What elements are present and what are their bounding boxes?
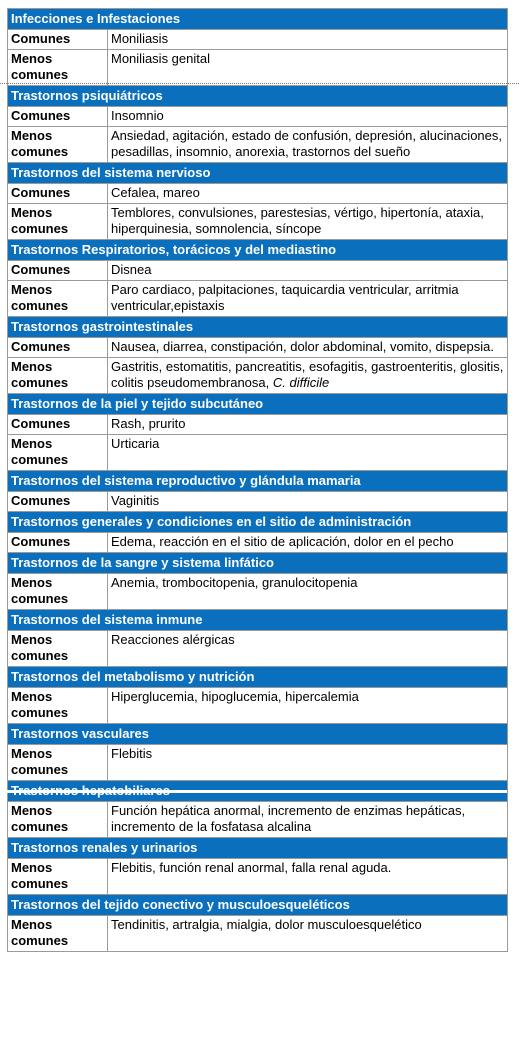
frequency-label: Comunes (8, 184, 108, 204)
effects-cell (108, 30, 508, 50)
table-row (8, 30, 508, 50)
table-row (8, 204, 508, 240)
section-header-row (8, 240, 508, 261)
effects-cell (108, 358, 508, 394)
table-row (8, 859, 508, 895)
effects-cell (108, 281, 508, 317)
section-title: Infecciones e Infestaciones (8, 9, 508, 30)
section-title: Trastornos del tejido conectivo y musculoesqueléticos (8, 895, 508, 916)
section-header-row (8, 471, 508, 492)
section-title: Trastornos del sistema inmune (8, 610, 508, 631)
table-row (8, 574, 508, 610)
frequency-label: Comunes (8, 533, 108, 553)
effects-text: Función hepática anormal, incremento de enzimas hepáticas, incremento de la fosfatasa alcalina (111, 803, 466, 834)
frequency-label: Comunes (8, 492, 108, 512)
table-row (8, 745, 508, 781)
frequency-label: Comunes (8, 261, 108, 281)
effects-text: Insomnio (111, 108, 164, 123)
frequency-label: Comunes (8, 30, 108, 50)
section-title: Trastornos gastrointestinales (8, 317, 508, 338)
section-header-row (8, 394, 508, 415)
effects-cell (108, 745, 508, 781)
effects-cell (108, 802, 508, 838)
table-row (8, 358, 508, 394)
effects-cell (108, 204, 508, 240)
effects-cell (108, 533, 508, 553)
effects-cell (108, 859, 508, 895)
effects-text: Edema, reacción en el sitio de aplicación, dolor en el pecho (111, 534, 454, 549)
table-row (8, 688, 508, 724)
table-row (8, 802, 508, 838)
effects-text: Moniliasis genital (111, 51, 210, 66)
section-title: Trastornos generales y condiciones en el sitio de administración (8, 512, 508, 533)
table-row (8, 435, 508, 471)
effects-cell (108, 261, 508, 281)
effects-cell (108, 415, 508, 435)
table-row (8, 127, 508, 163)
effects-cell (108, 631, 508, 667)
section-title: Trastornos de la sangre y sistema linfático (8, 553, 508, 574)
section-header-row (8, 163, 508, 184)
effects-text: Paro cardiaco, palpitaciones, taquicardia ventricular, arritmia ventricular,epistaxis (111, 282, 459, 313)
table-row (8, 184, 508, 204)
section-title: Trastornos de la piel y tejido subcutáneo (8, 394, 508, 415)
frequency-label: Menos comunes (8, 204, 108, 240)
section-header-row (8, 724, 508, 745)
effects-cell (108, 50, 508, 86)
section-header-row (8, 838, 508, 859)
effects-text: Hiperglucemia, hipoglucemia, hipercalemia (111, 689, 359, 704)
effects-text: Cefalea, mareo (111, 185, 200, 200)
table-row (8, 533, 508, 553)
table-row (8, 492, 508, 512)
frequency-label: Menos comunes (8, 859, 108, 895)
frequency-label: Menos comunes (8, 127, 108, 163)
frequency-label: Comunes (8, 107, 108, 127)
section-title: Trastornos Respiratorios, torácicos y del mediastino (8, 240, 508, 261)
effects-text: Flebitis, función renal anormal, falla renal aguda. (111, 860, 392, 875)
section-header-row (8, 553, 508, 574)
frequency-label: Comunes (8, 415, 108, 435)
frequency-label: Menos comunes (8, 745, 108, 781)
frequency-label: Comunes (8, 338, 108, 358)
effects-text: Tendinitis, artralgia, mialgia, dolor musculoesquelético (111, 917, 422, 932)
section-title: Trastornos renales y urinarios (8, 838, 508, 859)
section-title: Trastornos del sistema nervioso (8, 163, 508, 184)
frequency-label: Menos comunes (8, 916, 108, 952)
effects-cell (108, 916, 508, 952)
section-title: Trastornos psiquiátricos (8, 86, 508, 107)
table-row (8, 50, 508, 86)
table-split-gap (7, 790, 507, 793)
effects-text: Ansiedad, agitación, estado de confusión, depresión, alucinaciones, pesadillas, insomnio, anorexia, trastornos del sueño (111, 128, 502, 159)
effects-cell (108, 435, 508, 471)
section-header-row (8, 895, 508, 916)
table-row (8, 415, 508, 435)
section-title: Trastornos del sistema reproductivo y glándula mamaria (8, 471, 508, 492)
adverse-effects-body (8, 9, 508, 952)
effects-text: Rash, prurito (111, 416, 186, 431)
effects-text: Disnea (111, 262, 152, 277)
section-header-row (8, 667, 508, 688)
section-title: Trastornos del metabolismo y nutrición (8, 667, 508, 688)
section-title: Trastornos vasculares (8, 724, 508, 745)
adverse-effects-table (7, 8, 508, 952)
frequency-label: Menos comunes (8, 688, 108, 724)
section-header-row (8, 9, 508, 30)
effects-text: Temblores, convulsiones, parestesias, vértigo, hipertonía, ataxia, hiperquinesia, somnolencia, síncope (111, 205, 484, 236)
section-header-row (8, 512, 508, 533)
effects-text: Moniliasis (111, 31, 169, 46)
effects-cell (108, 184, 508, 204)
effects-cell (108, 492, 508, 512)
effects-text: Reacciones alérgicas (111, 632, 235, 647)
frequency-label: Menos comunes (8, 802, 108, 838)
effects-text: Vaginitis (111, 493, 160, 508)
table-row (8, 338, 508, 358)
section-header-row (8, 610, 508, 631)
section-header-row (8, 317, 508, 338)
frequency-label: Menos comunes (8, 281, 108, 317)
frequency-label: Menos comunes (8, 631, 108, 667)
effects-text: Anemia, trombocitopenia, granulocitopenia (111, 575, 358, 590)
table-row (8, 261, 508, 281)
frequency-label: Menos comunes (8, 50, 108, 86)
effects-cell (108, 574, 508, 610)
effects-text: Gastritis, estomatitis, pancreatitis, esofagitis, gastroenteritis, glositis, colitis pseudomembranosa, (111, 359, 504, 390)
effects-cell (108, 127, 508, 163)
effects-text: Flebitis (111, 746, 153, 761)
effects-cell (108, 107, 508, 127)
effects-cell (108, 688, 508, 724)
table-row (8, 107, 508, 127)
organism-name: C. difficile (272, 375, 330, 390)
frequency-label: Menos comunes (8, 574, 108, 610)
effects-text: Urticaria (111, 436, 160, 451)
effects-text: Nausea, diarrea, constipación, dolor abdominal, vomito, dispepsia. (111, 339, 494, 354)
table-row (8, 281, 508, 317)
table-row (8, 916, 508, 952)
table-row (8, 631, 508, 667)
frequency-label: Menos comunes (8, 358, 108, 394)
effects-cell (108, 338, 508, 358)
section-header-row (8, 86, 508, 107)
frequency-label: Menos comunes (8, 435, 108, 471)
